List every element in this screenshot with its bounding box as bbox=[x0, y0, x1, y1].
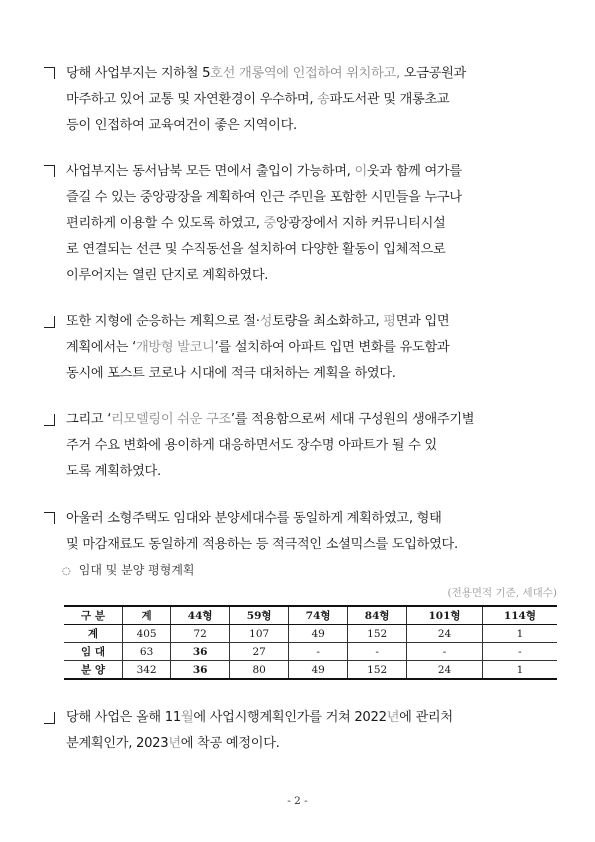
text-segment: 당해 사업부지는 지하철 5 bbox=[66, 66, 211, 81]
table-header-row bbox=[64, 606, 557, 625]
paragraph-terrain bbox=[44, 309, 564, 387]
text-segment: 에 사업시행계획인가를 거쳐 2022 bbox=[193, 710, 387, 725]
paragraph-social-mix bbox=[44, 506, 564, 558]
table-body bbox=[64, 625, 557, 680]
highlight-text: 평 bbox=[383, 314, 396, 329]
table-cell: 24 bbox=[407, 625, 483, 643]
table-header-cell: 114형 bbox=[482, 606, 557, 625]
text-segment: 웃과 함께 여가를 bbox=[366, 164, 462, 179]
table-cell: 1 bbox=[482, 625, 557, 643]
paragraph-line bbox=[44, 335, 564, 361]
table-header-cell: 계 bbox=[123, 606, 171, 625]
paragraph-marker-icon bbox=[44, 163, 56, 177]
table-cell: 152 bbox=[348, 661, 407, 680]
paragraph-remodeling bbox=[44, 407, 564, 485]
text-segment: 도록 계획하였다. bbox=[66, 464, 161, 479]
table-cell: 49 bbox=[289, 661, 348, 680]
paragraph-marker-icon bbox=[44, 411, 56, 425]
table-cell: 24 bbox=[407, 661, 483, 680]
text-segment: 주거 수요 변화에 용이하게 대응하면서도 장수명 아파트가 될 수 있 bbox=[66, 438, 437, 453]
table-cell: 405 bbox=[123, 625, 171, 643]
table-cell: 1 bbox=[482, 661, 557, 680]
highlight-text: 년 bbox=[168, 736, 181, 751]
text-segment: 동시에 포스트 코로나 시대에 적극 대처하는 계획을 하였다. bbox=[66, 366, 396, 381]
table-row-label: 임 대 bbox=[64, 643, 123, 661]
paragraph-line bbox=[44, 87, 564, 113]
table-cell: 36 bbox=[171, 661, 230, 680]
table-row bbox=[64, 661, 557, 680]
table-header-cell: 구 분 bbox=[64, 606, 123, 625]
page-number: - 2 - bbox=[287, 795, 308, 807]
table-cell: 36 bbox=[171, 643, 230, 661]
text-segment: 계획에서는 ‘ bbox=[66, 340, 136, 355]
table-cell: 107 bbox=[230, 625, 289, 643]
paragraph-line bbox=[44, 532, 564, 558]
text-segment: 사업부지는 동서남북 모든 면에서 출입이 가능하며, bbox=[66, 164, 355, 179]
table-header-cell: 44형 bbox=[171, 606, 230, 625]
text-segment: 마주하고 있어 교통 및 자연환경이 우수하며, bbox=[66, 92, 318, 107]
text-segment: 편리하게 이용할 수 있도록 하였고, bbox=[66, 216, 264, 231]
text-segment: 에 착공 예정이다. bbox=[180, 736, 280, 751]
paragraph-line bbox=[44, 211, 564, 237]
paragraph-location bbox=[44, 61, 564, 139]
text-segment: 또한 지형에 순응하는 계획으로 절· bbox=[66, 314, 260, 329]
text-segment: ’를 설치하여 아파트 입면 변화를 유도함과 bbox=[214, 340, 450, 355]
text-segment: 등이 인접하여 교육여건이 좋은 지역이다. bbox=[66, 118, 297, 133]
text-segment: 이루어지는 열린 단지로 계획하였다. bbox=[66, 268, 269, 283]
paragraph-line bbox=[44, 237, 564, 263]
paragraph-line bbox=[44, 309, 564, 335]
paragraph-marker-icon bbox=[44, 65, 56, 79]
text-segment: 즐길 수 있는 중앙광장을 계획하여 인근 주민을 포함한 시민들을 누구나 bbox=[66, 190, 462, 205]
table-header-cell: 74형 bbox=[289, 606, 348, 625]
table-caption bbox=[62, 561, 195, 578]
paragraph-marker-icon bbox=[44, 709, 56, 723]
text-segment: 앙광장에서 지하 커뮤니티시설 bbox=[275, 216, 446, 231]
highlight-text: 년 bbox=[386, 710, 400, 725]
paragraph-line bbox=[44, 113, 564, 139]
paragraph-line bbox=[44, 506, 564, 532]
paragraph-line bbox=[44, 61, 564, 87]
table-cell: 342 bbox=[123, 661, 171, 680]
allocation-table bbox=[64, 605, 557, 680]
text-segment: 파도서관 및 개롱초교 bbox=[329, 92, 450, 107]
paragraph-site-access bbox=[44, 159, 564, 289]
table-row-label: 계 bbox=[64, 625, 123, 643]
text-segment: 오금공원과 bbox=[403, 66, 466, 81]
text-segment: 로 연결되는 선큰 및 수직동선을 설치하여 다양한 활동이 입체적으로 bbox=[66, 242, 446, 257]
paragraph-line bbox=[44, 159, 564, 185]
table-cell: - bbox=[348, 643, 407, 661]
table-row bbox=[64, 643, 557, 661]
table-header-cell: 84형 bbox=[348, 606, 407, 625]
paragraph-line bbox=[44, 263, 564, 289]
highlight-text: 송 bbox=[317, 92, 330, 107]
table-cell: 63 bbox=[123, 643, 171, 661]
text-segment: 분계획인가, 2023 bbox=[66, 736, 169, 751]
highlight-text: 월 bbox=[180, 710, 194, 725]
paragraph-line bbox=[44, 705, 564, 731]
text-segment: 에 관리처 bbox=[399, 710, 453, 725]
text-segment: ’를 적용함으로써 세대 구성원의 생애주기별 bbox=[230, 412, 475, 427]
paragraph-line bbox=[44, 407, 564, 433]
paragraph-line bbox=[44, 433, 564, 459]
paragraph-line bbox=[44, 731, 564, 757]
highlight-text: 중 bbox=[263, 216, 276, 231]
table-cell: 152 bbox=[348, 625, 407, 643]
paragraph-marker-icon bbox=[44, 313, 56, 327]
highlight-text: 개방형 발코니 bbox=[135, 340, 215, 355]
text-segment: 면과 입면 bbox=[395, 314, 450, 329]
table-unit-note: (전용면적 기준, 세대수) bbox=[447, 587, 557, 599]
table-row-label: 분 양 bbox=[64, 661, 123, 680]
table-cell: - bbox=[289, 643, 348, 661]
highlight-text: 리모델링이 쉬운 구조 bbox=[111, 412, 231, 427]
table-header-cell: 59형 bbox=[230, 606, 289, 625]
table-cell: 80 bbox=[230, 661, 289, 680]
paragraph-line bbox=[44, 361, 564, 387]
table-cell: - bbox=[482, 643, 557, 661]
table-cell: 72 bbox=[171, 625, 230, 643]
paragraph-line bbox=[44, 459, 564, 485]
text-segment: 당해 사업은 올해 11 bbox=[66, 710, 181, 725]
table-row bbox=[64, 625, 557, 643]
text-segment: 아울러 소형주택도 임대와 분양세대수를 동일하게 계획하였고, 형태 bbox=[66, 511, 442, 526]
text-segment: 및 마감재료도 동일하게 적용하는 등 적극적인 소셜믹스를 도입하였다. bbox=[66, 537, 458, 552]
highlight-text: 호선 개롱역에 인접하여 위치하고, bbox=[210, 66, 404, 81]
paragraph-line bbox=[44, 185, 564, 211]
table-cell: - bbox=[407, 643, 483, 661]
paragraph-marker-icon bbox=[44, 510, 56, 524]
table-cell: 27 bbox=[230, 643, 289, 661]
text-segment: 토량을 최소화하고, bbox=[272, 314, 384, 329]
table-caption-text: 임대 및 분양 평형계획 bbox=[78, 563, 195, 577]
circle-bullet-icon: ◌ bbox=[62, 566, 71, 577]
text-segment: 그리고 ‘ bbox=[66, 412, 112, 427]
table-header-cell: 101형 bbox=[407, 606, 483, 625]
highlight-text: 이 bbox=[354, 164, 367, 179]
highlight-text: 성 bbox=[259, 314, 273, 329]
paragraph-schedule bbox=[44, 705, 564, 757]
table-cell: 49 bbox=[289, 625, 348, 643]
